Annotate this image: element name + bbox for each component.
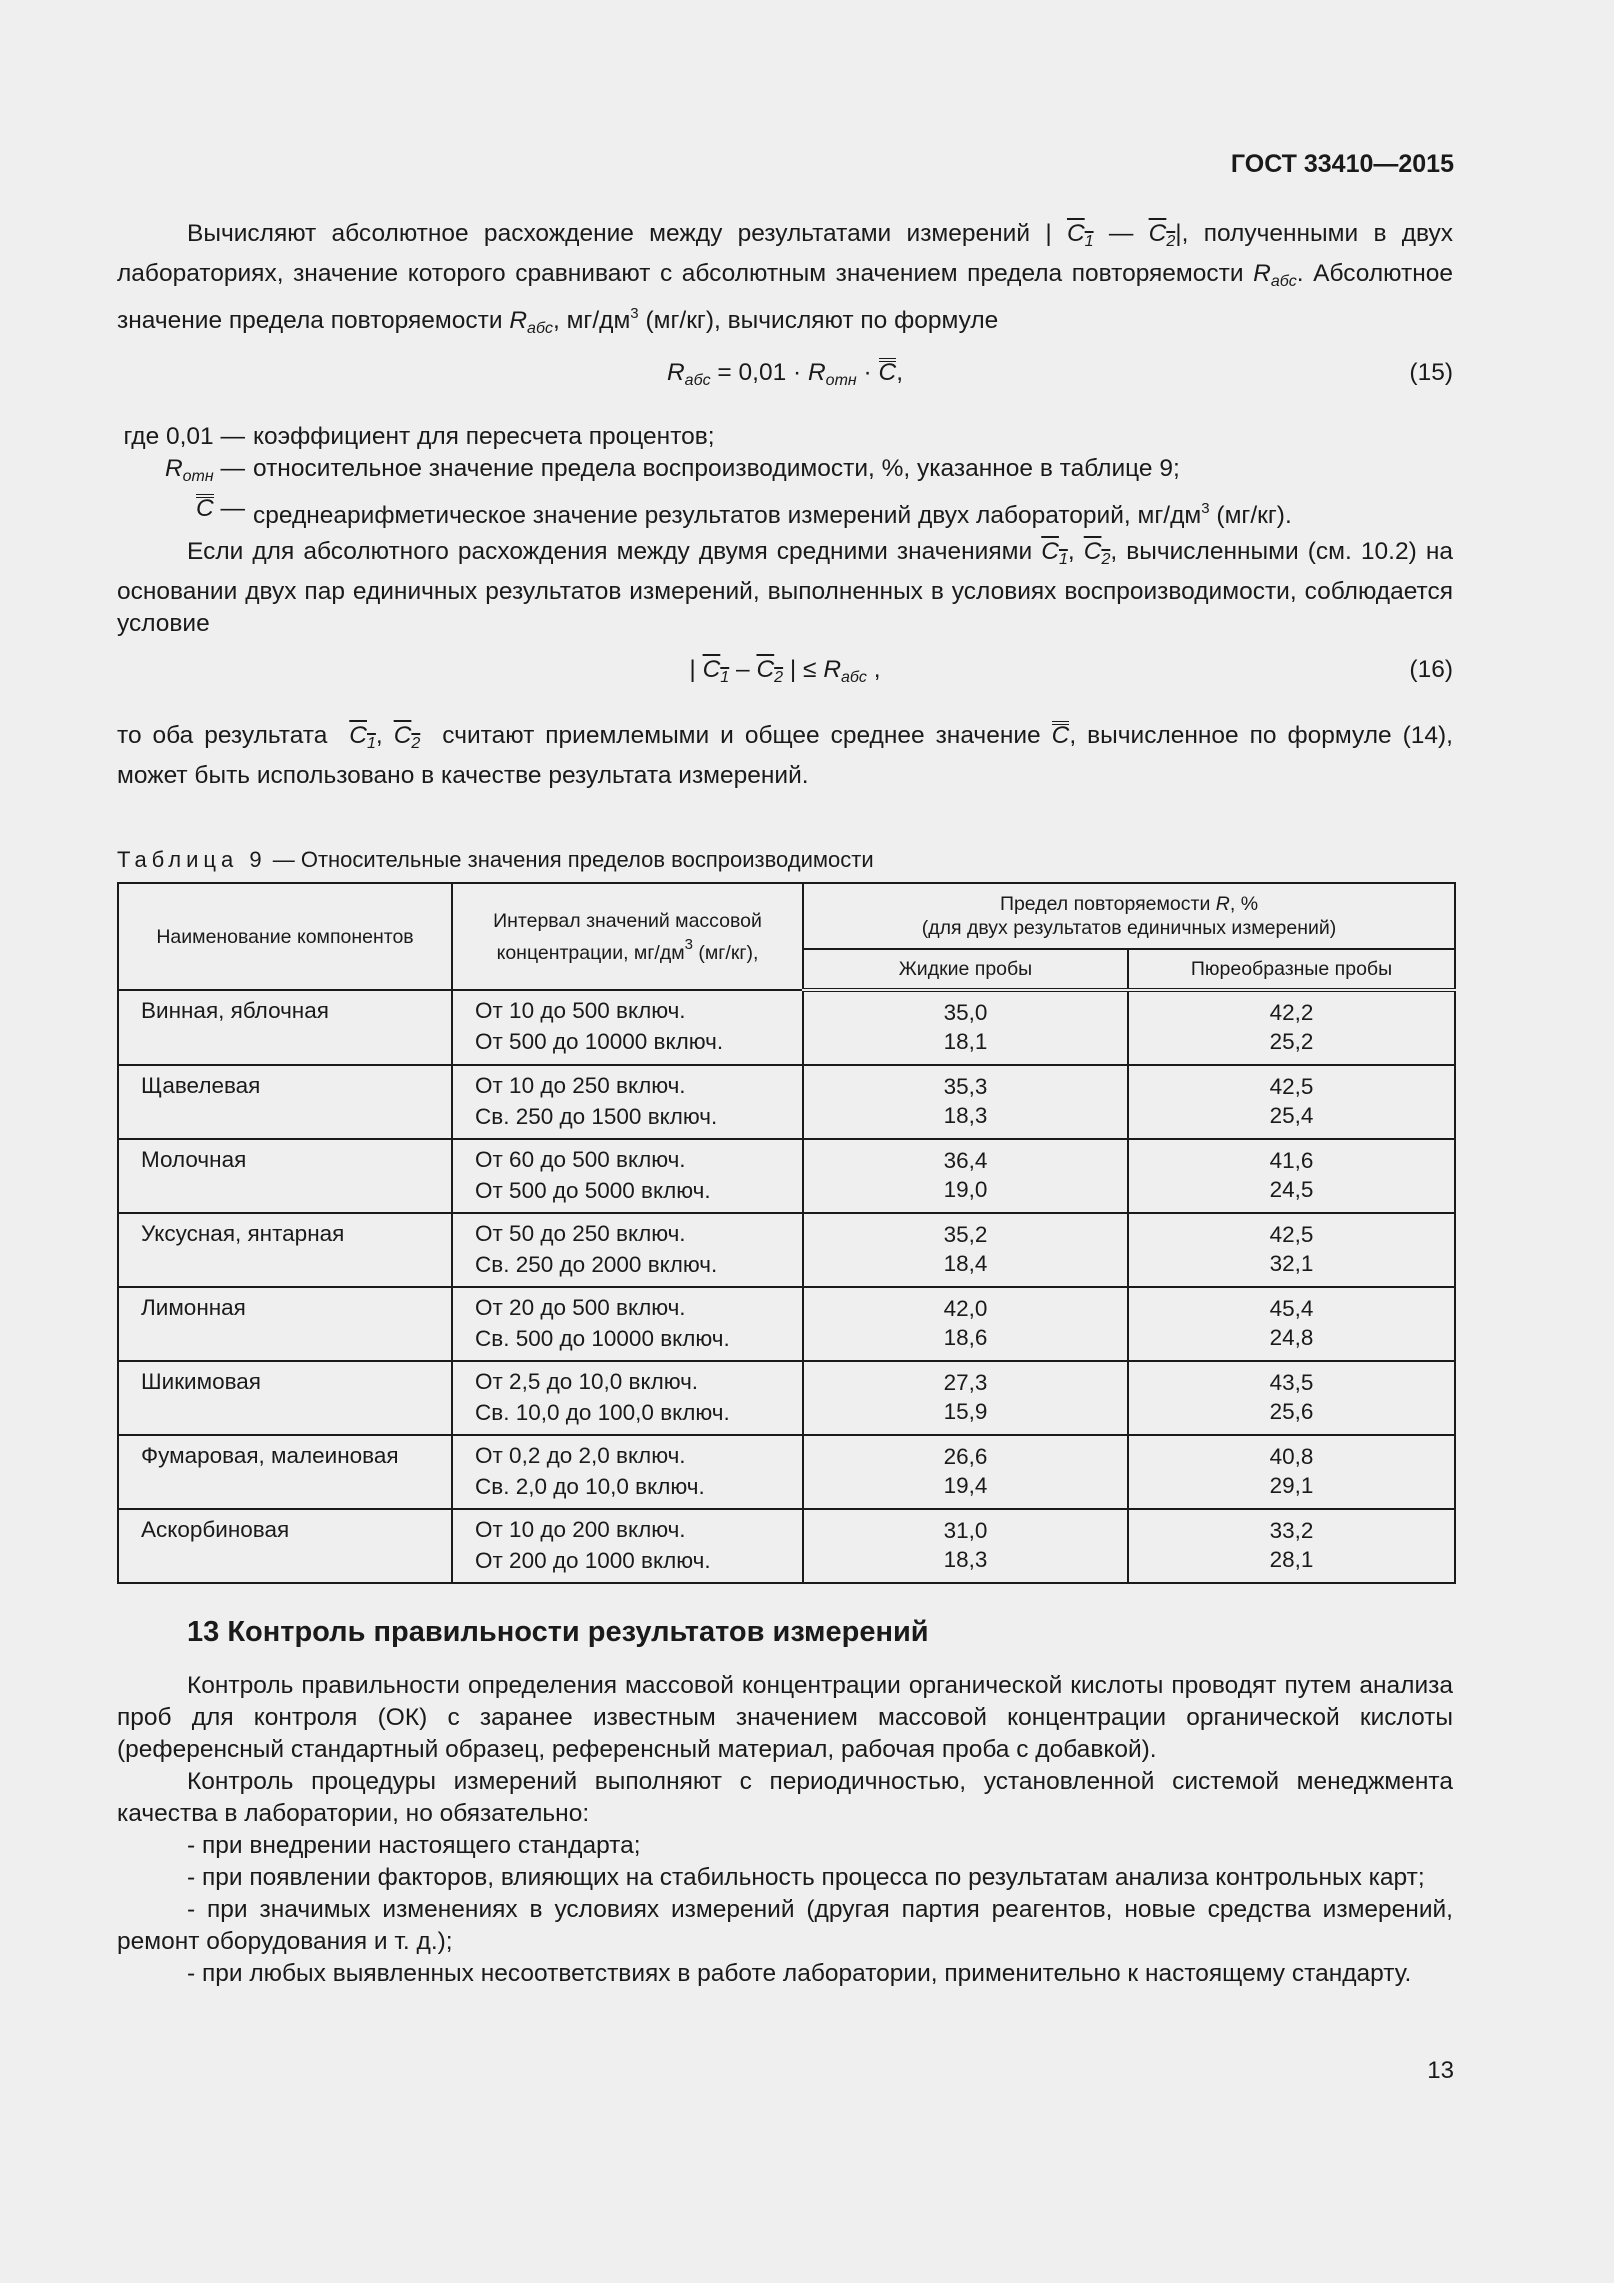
symbol-r-abs: $R_{абс}$ [1253, 260, 1297, 290]
legend-symbol-r: $R_{отн}$ — [164, 455, 245, 485]
header-puree: Пюреобразные пробы [1128, 949, 1455, 990]
cell-text: 18,3 [943, 1103, 988, 1128]
table-caption: Таблица 9 — Относительные значения пределов воспроизводимости [117, 847, 874, 872]
section-13-heading: 13 Контроль правильности результатов измерений [187, 1616, 929, 1648]
cell-text: 32,1 [1269, 1251, 1314, 1276]
table-row [118, 1361, 1455, 1435]
page-content [117, 218, 1453, 1990]
table-row [118, 1065, 1455, 1139]
cell-interval [452, 1509, 803, 1583]
cell-text: 41,6 [1269, 1148, 1314, 1173]
legend-symbol-c: C — [195, 495, 245, 522]
cell-text: 27,3 [943, 1370, 988, 1395]
cell-text: 42,5 [1269, 1222, 1314, 1247]
cell-component [118, 1213, 452, 1287]
cell-text: От 10 до 250 включ. [475, 1073, 686, 1098]
cell-component [118, 1139, 452, 1213]
cell-text: 24,8 [1269, 1325, 1314, 1350]
list-item: - при появлении факторов, влияющих на стабильность процесса по результатам анализа контрольных карт; [187, 1864, 1425, 1891]
list-item: - при значимых изменениях в условиях измерений (другая партия реагентов, новые средства измерений, ремонт оборудования и т. д.); [117, 1896, 1453, 1955]
cell-text: Шикимовая [141, 1369, 261, 1394]
cell-text: 45,4 [1269, 1296, 1314, 1321]
page-number: 13 [1427, 2057, 1454, 2084]
header-component-name: Наименование компонентов [118, 883, 452, 990]
table-row [118, 1139, 1455, 1213]
legend-desc-k: коэффициент для пересчета процентов; [253, 423, 715, 450]
table-row [118, 1287, 1455, 1361]
header-limit: Предел повторяемости R, % (для двух результатов единичных измерений) [803, 883, 1455, 949]
cell-liquid [803, 990, 1128, 1065]
cell-component [118, 1065, 452, 1139]
cell-component [118, 1287, 452, 1361]
cell-text: 35,2 [943, 1222, 988, 1247]
cell-text: 18,1 [943, 1029, 988, 1054]
cell-text: 25,2 [1269, 1029, 1314, 1054]
cell-puree [1128, 1287, 1455, 1361]
cell-text: Аскорбиновая [141, 1517, 290, 1542]
section-13-paragraph-1: Контроль правильности определения массовой концентрации органической кислоты проводят путем анализа проб для контроля (ОК) с заранее известным значением массовой концентрации органической кислоты (референсный стандартный образец, референсный материал, рабочая проба с добавкой). [117, 1672, 1453, 1763]
cell-text: 18,3 [943, 1547, 988, 1572]
header-interval: Интервал значений массовой концентрации, $мг/дм^3$ (мг/кг), [452, 883, 803, 990]
legend-desc-c: среднеарифметическое значение результатов измерений двух лабораторий, $мг/дм^3$ (мг/кг). [253, 500, 1292, 529]
cell-interval [452, 1361, 803, 1435]
header-liquid: Жидкие пробы [803, 949, 1128, 990]
cell-text: 33,2 [1269, 1518, 1314, 1543]
cell-text: 42,2 [1269, 1000, 1314, 1025]
cell-text: 42,5 [1269, 1074, 1314, 1099]
cell-component [118, 1509, 452, 1583]
cell-puree [1128, 1361, 1455, 1435]
paragraph-condition: Если для абсолютного расхождения между двумя средними значениями $C_1$, $C_2$, вычисленными (см. 10.2) на основании двух пар единичных результатов измерений, выполненных в условиях воспроизводимости, соблюдается условие [117, 538, 1453, 637]
reproducibility-table [117, 882, 1456, 1584]
cell-component [118, 1361, 452, 1435]
cell-text: От 60 до 500 включ. [475, 1147, 686, 1172]
cell-puree [1128, 990, 1455, 1065]
cell-text: 25,4 [1269, 1103, 1314, 1128]
cell-text: 35,0 [943, 1000, 988, 1025]
text: , полученными в двух лабораториях, значение которого сравнивают с абсолютным значением предела повторяемости [117, 220, 1454, 287]
cell-text: От 500 до 5000 включ. [475, 1178, 711, 1203]
cell-text: Лимонная [141, 1295, 246, 1320]
cell-text: 36,4 [943, 1148, 988, 1173]
cell-liquid [803, 1509, 1128, 1583]
legend-symbol-k: где 0,01 — [123, 423, 245, 450]
cell-text: 18,6 [943, 1325, 988, 1350]
list-item: - при любых выявленных несоответствиях в работе лаборатории, применительно к настоящему стандарту. [187, 1960, 1412, 1987]
table-row [118, 990, 1455, 1065]
cell-liquid [803, 1065, 1128, 1139]
cell-liquid [803, 1361, 1128, 1435]
cell-text: 25,6 [1269, 1399, 1314, 1424]
formula-number: (15) [1409, 359, 1453, 386]
cell-text: От 0,2 до 2,0 включ. [475, 1443, 686, 1468]
cell-text: 29,1 [1269, 1473, 1314, 1498]
cell-component [118, 1435, 452, 1509]
cell-text: 24,5 [1269, 1177, 1314, 1202]
cell-text: Винная, яблочная [141, 998, 329, 1023]
cell-puree [1128, 1509, 1455, 1583]
cell-puree [1128, 1435, 1455, 1509]
table-row [118, 1213, 1455, 1287]
cell-text: 18,4 [943, 1251, 988, 1276]
cell-text: 19,4 [943, 1473, 988, 1498]
cell-text: 26,6 [943, 1444, 988, 1469]
cell-puree [1128, 1065, 1455, 1139]
table-row [118, 1435, 1455, 1509]
cell-liquid [803, 1435, 1128, 1509]
symbol-c2: $C_2$ [1148, 220, 1176, 250]
cell-puree [1128, 1213, 1455, 1287]
formula-15: $R_{абс} = 0,01 \cdot R_{отн} \cdot C$, (15) [666, 359, 1453, 389]
text: Абсолютное значение предела повторяемости [117, 260, 1453, 334]
cell-text: Св. 250 до 2000 включ. [475, 1252, 718, 1277]
cell-text: 15,9 [943, 1399, 988, 1424]
cell-text: Фумаровая, малеиновая [141, 1443, 399, 1468]
cell-text: От 10 до 200 включ. [475, 1517, 686, 1542]
section-13-paragraph-2: Контроль процедуры измерений выполняют с периодичностью, установленной системой менеджмента качества в лаборатории, но обязательно: [117, 1768, 1453, 1827]
cell-text: От 200 до 1000 включ. [475, 1548, 711, 1573]
text: (мг/кг), вычисляют по формуле [645, 307, 999, 334]
cell-liquid [803, 1287, 1128, 1361]
cell-text: 43,5 [1269, 1370, 1314, 1395]
cell-interval [452, 1139, 803, 1213]
symbol-r-abs: $R_{абс}$ [509, 307, 553, 337]
cell-text: Св. 500 до 10000 включ. [475, 1326, 730, 1351]
cell-text: Св. 2,0 до 10,0 включ. [475, 1474, 705, 1499]
cell-text: Св. 10,0 до 100,0 включ. [475, 1400, 730, 1425]
cell-text: 40,8 [1269, 1444, 1314, 1469]
cell-interval [452, 1287, 803, 1361]
legend-desc-r: относительное значение предела воспроизводимости, %, указанное в таблице 9; [253, 455, 1180, 482]
cell-interval [452, 1065, 803, 1139]
cell-text: От 20 до 500 включ. [475, 1295, 686, 1320]
cell-interval [452, 990, 803, 1065]
cell-text: Молочная [141, 1147, 247, 1172]
cell-text: 19,0 [943, 1177, 988, 1202]
cell-text: Св. 250 до 1500 включ. [475, 1104, 718, 1129]
cell-text: От 2,5 до 10,0 включ. [475, 1369, 699, 1394]
cell-text: От 50 до 250 включ. [475, 1221, 686, 1246]
text: Вычисляют абсолютное расхождение между результатами измерений [187, 220, 1031, 247]
cell-text: От 10 до 500 включ. [475, 998, 686, 1023]
cell-text: 42,0 [943, 1296, 988, 1321]
cell-text: 31,0 [943, 1518, 988, 1543]
cell-puree [1128, 1139, 1455, 1213]
table-row [118, 1509, 1455, 1583]
cell-liquid [803, 1139, 1128, 1213]
list-item: - при внедрении настоящего стандарта; [187, 1832, 641, 1859]
cell-interval [452, 1213, 803, 1287]
formula-16: | $C_1 - C_2$ | ≤ $R_{абс}$ , (16) [689, 656, 1453, 686]
paragraph-absolute-difference: Вычисляют абсолютное расхождение между результатами измерений | $C_1$ — $C_2|$, полученными в двух лабораториях, значение которого сравнивают с абсолютным значением предела повторяемости $R_{абс}$. Абсолютное значение предела повторяемости $R_{абс}$, $мг/дм^3$ (мг/кг), вычисляют по формуле [117, 220, 1454, 337]
symbol-c1: $C_1$ [1066, 220, 1094, 250]
cell-text: Уксусная, янтарная [141, 1221, 345, 1246]
formula-number: (16) [1409, 656, 1453, 683]
cell-text: Щавелевая [141, 1073, 261, 1098]
cell-liquid [803, 1213, 1128, 1287]
document-id-header: ГОСТ 33410—2015 [1230, 150, 1454, 178]
cell-interval [452, 1435, 803, 1509]
cell-text: 35,3 [943, 1074, 988, 1099]
cell-text: 28,1 [1269, 1547, 1314, 1572]
cell-text: От 500 до 10000 включ. [475, 1029, 724, 1054]
formula-legend [117, 421, 1453, 532]
paragraph-acceptance: то оба результата $C_1$, $C_2$ считают приемлемыми и общее среднее значение C, вычисленное по формуле (14), может быть использовано в качестве результата измерений. [117, 722, 1453, 789]
cell-component [118, 990, 452, 1065]
